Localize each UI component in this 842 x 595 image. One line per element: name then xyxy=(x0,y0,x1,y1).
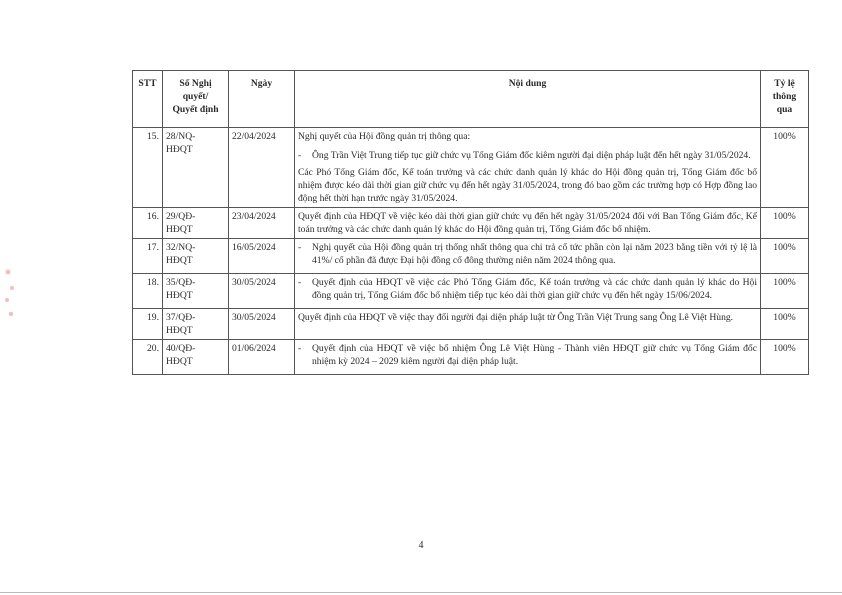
content-bullet xyxy=(298,342,757,368)
header-so-line: quyết/ xyxy=(182,91,209,102)
content-paragraph: Quyết định của HĐQT về việc kéo dài thời gian giữ chức vụ đến hết ngày 31/05/2024 đối với Ban Tổng Giám đốc, Kế toán trưởng và các chức danh quản lý khác do Hội đồng quản trị, Tổng Giám đốc bổ nhiệm. xyxy=(298,211,757,235)
row-date: 23/04/2024 xyxy=(229,208,295,239)
table-row xyxy=(133,309,809,340)
bullet-dash: - xyxy=(298,150,302,161)
row-so-line: HĐQT xyxy=(166,255,193,266)
row-stt: 20. xyxy=(133,340,163,375)
content-bullet xyxy=(298,149,757,162)
row-so-line: HĐQT xyxy=(166,144,193,155)
row-stt: 17. xyxy=(133,239,163,274)
row-so-nghi-quyet xyxy=(163,128,229,208)
table-row xyxy=(133,274,809,309)
header-tyle-line: qua xyxy=(776,104,793,115)
row-content xyxy=(295,208,761,239)
row-so-line: 28/NQ- xyxy=(166,131,196,142)
row-so-line: 40/QĐ- xyxy=(166,343,196,354)
row-content xyxy=(295,340,761,375)
row-stt: 15. xyxy=(133,128,163,208)
header-so-line: Số Nghị xyxy=(179,78,212,89)
row-stt: 16. xyxy=(133,208,163,239)
row-approval-rate: 100% xyxy=(761,128,809,208)
row-so-line: HĐQT xyxy=(166,224,193,235)
row-so-line: 35/QĐ- xyxy=(166,277,196,288)
bullet-dash: - xyxy=(298,242,302,253)
resolutions-table xyxy=(132,70,809,375)
table-header-row xyxy=(133,71,809,128)
bullet-dash: - xyxy=(298,277,302,288)
row-so-line: 29/QĐ- xyxy=(166,211,196,222)
row-stt: 19. xyxy=(133,309,163,340)
content-bullet xyxy=(298,276,757,302)
header-noi-dung: Nội dung xyxy=(295,71,761,128)
row-approval-rate: 100% xyxy=(761,340,809,375)
bullet-text: Quyết định của HĐQT về việc bổ nhiệm Ông Lê Việt Hùng - Thành viên HĐQT giữ chức vụ Tổng Giám đốc nhiệm kỳ 2024 – 2029 kiêm người đại diện pháp luật. xyxy=(312,343,757,367)
row-so-nghi-quyet xyxy=(163,309,229,340)
row-approval-rate: 100% xyxy=(761,208,809,239)
header-so-line: Quyết định xyxy=(172,104,219,115)
content-paragraph: Nghị quyết của Hội đồng quản trị thông qua: xyxy=(298,131,471,142)
table-row xyxy=(133,128,809,208)
row-so-line: HĐQT xyxy=(166,290,193,301)
row-date: 16/05/2024 xyxy=(229,239,295,274)
header-ngay: Ngày xyxy=(229,71,295,128)
bottom-divider xyxy=(0,592,842,593)
content-paragraph: Các Phó Tổng Giám đốc, Kế toán trưởng và các chức danh quản lý khác do Hội đồng quản trị, Tổng Giám đốc bổ nhiệm được kéo dài thời gian giữ chức vụ đến hết ngày 31/05/2024, trong đó bao gồm các trường hợp có Hợp đồng lao động hết thời hạn trước ngày 31/05/2024. xyxy=(298,167,757,204)
row-date: 30/05/2024 xyxy=(229,274,295,309)
row-date: 01/06/2024 xyxy=(229,340,295,375)
bullet-text: Nghị quyết của Hội đồng quản trị thống nhất thông qua chi trả cổ tức phần còn lại năm 2023 bằng tiền với tỷ lệ là 41%/ cổ phần đã được Đại hội đồng cổ đông thường niên năm 2024 thông qua. xyxy=(312,242,757,266)
row-approval-rate: 100% xyxy=(761,239,809,274)
red-stamp-fragment-icon xyxy=(2,258,20,328)
bullet-text: Ông Trần Việt Trung tiếp tục giữ chức vụ Tổng Giám đốc kiêm người đại diện pháp luật đến hết ngày 31/05/2024. xyxy=(312,150,751,161)
row-stt: 18. xyxy=(133,274,163,309)
header-ty-le xyxy=(761,71,809,128)
header-so-nghi-quyet xyxy=(163,71,229,128)
bullet-dash: - xyxy=(298,343,302,354)
row-content xyxy=(295,128,761,208)
row-so-nghi-quyet xyxy=(163,239,229,274)
row-content xyxy=(295,239,761,274)
row-date: 30/05/2024 xyxy=(229,309,295,340)
row-so-line: HĐQT xyxy=(166,356,193,367)
bullet-text: Quyết định của HĐQT về việc các Phó Tổng Giám đốc, Kế toán trưởng và các chức danh quản lý khác do Hội đồng quản trị, Tổng Giám đốc bổ nhiệm tiếp tục kéo dài thời gian giữ chức vụ đến hết ngày 15/06/2024. xyxy=(312,277,757,301)
row-content xyxy=(295,274,761,309)
header-tyle-line: thông xyxy=(772,91,797,102)
row-approval-rate: 100% xyxy=(761,309,809,340)
table-row xyxy=(133,208,809,239)
row-content xyxy=(295,309,761,340)
row-date: 22/04/2024 xyxy=(229,128,295,208)
row-so-nghi-quyet xyxy=(163,208,229,239)
row-approval-rate: 100% xyxy=(761,274,809,309)
row-so-line: 37/QĐ- xyxy=(166,312,196,323)
page-number: 4 xyxy=(418,540,424,551)
row-so-nghi-quyet xyxy=(163,274,229,309)
row-so-line: HĐQT xyxy=(166,325,193,336)
header-stt: STT xyxy=(133,71,163,128)
header-tyle-line: Tỷ lệ xyxy=(774,78,795,89)
row-so-line: 32/NQ- xyxy=(166,242,196,253)
table-row xyxy=(133,340,809,375)
content-bullet xyxy=(298,241,757,267)
row-so-nghi-quyet xyxy=(163,340,229,375)
content-paragraph: Quyết định của HĐQT về việc thay đổi người đại diện pháp luật từ Ông Trần Việt Trung sang Ông Lê Việt Hùng. xyxy=(298,312,734,323)
table-row xyxy=(133,239,809,274)
